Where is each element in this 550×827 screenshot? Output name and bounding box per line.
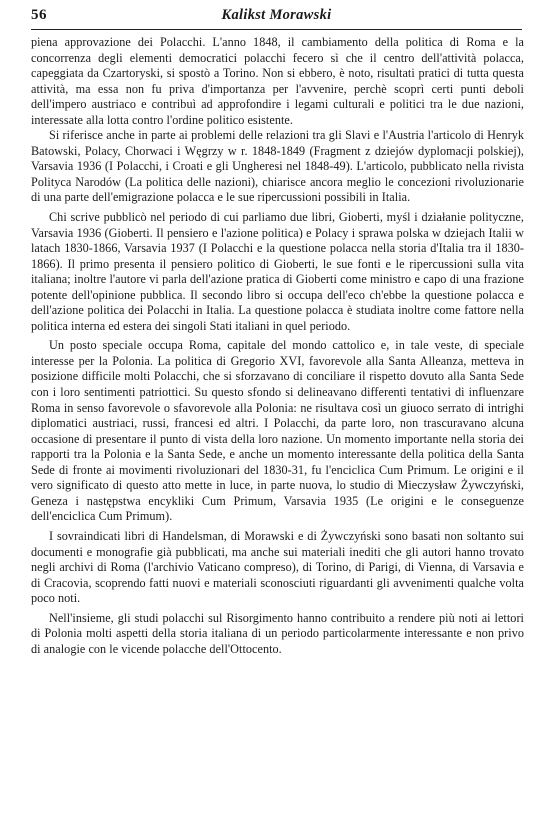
paragraph: Si riferisce anche in parte ai problemi delle relazioni tra gli Slavi e l'Austria l'articolo di Henryk Batowski, Polacy, Chorwaci i Węgrzy w r. 1848-1849 (Fragment z dziejów dyplomacji polskiej), Varsavia 1936 (I Polacchi, i Croati e gli Ungheresi nel 1848-49). L'articolo, pubblicato nella rivista Polityca Narodów (La politica delle nazioni), chiarisce ancora meglio le concezioni rivoluzionarie di una parte dell'emigrazione polacca e le sue ripercussioni possibili in Italia. — [31, 128, 524, 205]
running-title: Kalikst Morawski — [221, 7, 332, 23]
paragraph: Nell'insieme, gli studi polacchi sul Risorgimento hanno contribuito a rendere più noti ai lettori di Polonia molti aspetti della storia italiana di un periodo particolarmente interessante e non privo di analogie con le vicende polacche dell'Ottocento. — [31, 610, 524, 656]
header-rule — [31, 29, 522, 30]
paragraph: Chi scrive pubblicò nel periodo di cui parliamo due libri, Gioberti, myśl i działanie polityczne, Varsavia 1936 (Gioberti. Il pensiero e l'azione politica) e Polacy i sprawa polska w dziejach Italii w latach 1830-1866, Varsavia 1937 (I Polacchi e la questione polacca nella storia d'Italia tra il 1830-1866). Il primo presenta il pensiero politico di Gioberti, le sue fonti e le ripercussioni sulla vita italiana; inoltre l'autore vi parla dell'azione pratica di Gioberti come ministro e capo di una frazione potente dell'opinione pubblica. Il secondo libro si occupa dell'eco ch'ebbe la questione polacca e dell'azione politica dei Polacchi in Italia. La questione polacca è studiata inoltre come fattore nella politica interna ed estera dei singoli Stati italiani in quel periodo. — [31, 210, 524, 333]
body-text — [31, 35, 524, 657]
page-header — [31, 7, 522, 29]
paragraph: piena approvazione dei Polacchi. L'anno 1848, il cambiamento della politica di Roma e la concorrenza degli elementi democratici polacchi fecero sì che il centro dell'attività polacca, capeggiata da Czartoryski, si spostò a Torino. Non si ebbero, è noto, risultati pratici di tutta questa attività, ma essa non fu priva d'importanza per l'avvenire, perchè scoprì certi punti deboli dell'impero austriaco e contribuì ad approfondire i legami culturali e politici tra le due nazioni, interessate alla lotta contro l'ordine politico esistente. — [31, 35, 524, 127]
paragraph: Un posto speciale occupa Roma, capitale del mondo cattolico e, in tale veste, di speciale interesse per la Polonia. La politica di Gregorio XVI, favorevole alla Santa Alleanza, metteva in posizione difficile molti Polacchi, che si sforzavano di conciliare il rispetto dovuto alla Santa Sede con i loro sentimenti patriottici. Su questo sfondo si delineavano differenti tentativi di influenzare Roma in senso favorevole o sfavorevole alla Polonia: ne risultava così un giuoco serrato di intrighi diplomatici austriaci, russi, francesi ed altri. I Polacchi, da parte loro, non trascuravano alcuna occasione di presentare il punto di vista della loro nazione. Un momento importante nella storia dei rapporti tra la Polonia e la Santa Sede, e anche un momento interessante della politica della Santa Sede di fronte ai movimenti rivoluzionari del 1830-31, fu l'enciclica Cum Primum. Le origini e il vero significato di questo atto mette in luce, in parte nuova, lo studio di Mieczysław Żywczyński, Geneza i następstwa encykliki Cum Primum, Varsavia 1935 (Le origini e le conseguenze dell'enciclica Cum Primum). — [31, 338, 524, 524]
page-number: 56 — [31, 7, 47, 23]
paragraph: I sovraindicati libri di Handelsman, di Morawski e di Żywczyński sono basati non soltanto sui documenti e monografie già pubblicati, ma anche sui materiali inediti che gli autori hanno trovato negli archivi di Roma (l'archivio Vaticano compreso), di Torino, di Parigi, di Vienna, di Varsavia e di Cracovia, scoprendo fatti nuovi e materiali sconosciuti riguardanti gli avvenimenti qualche volta poco noti. — [31, 528, 524, 606]
